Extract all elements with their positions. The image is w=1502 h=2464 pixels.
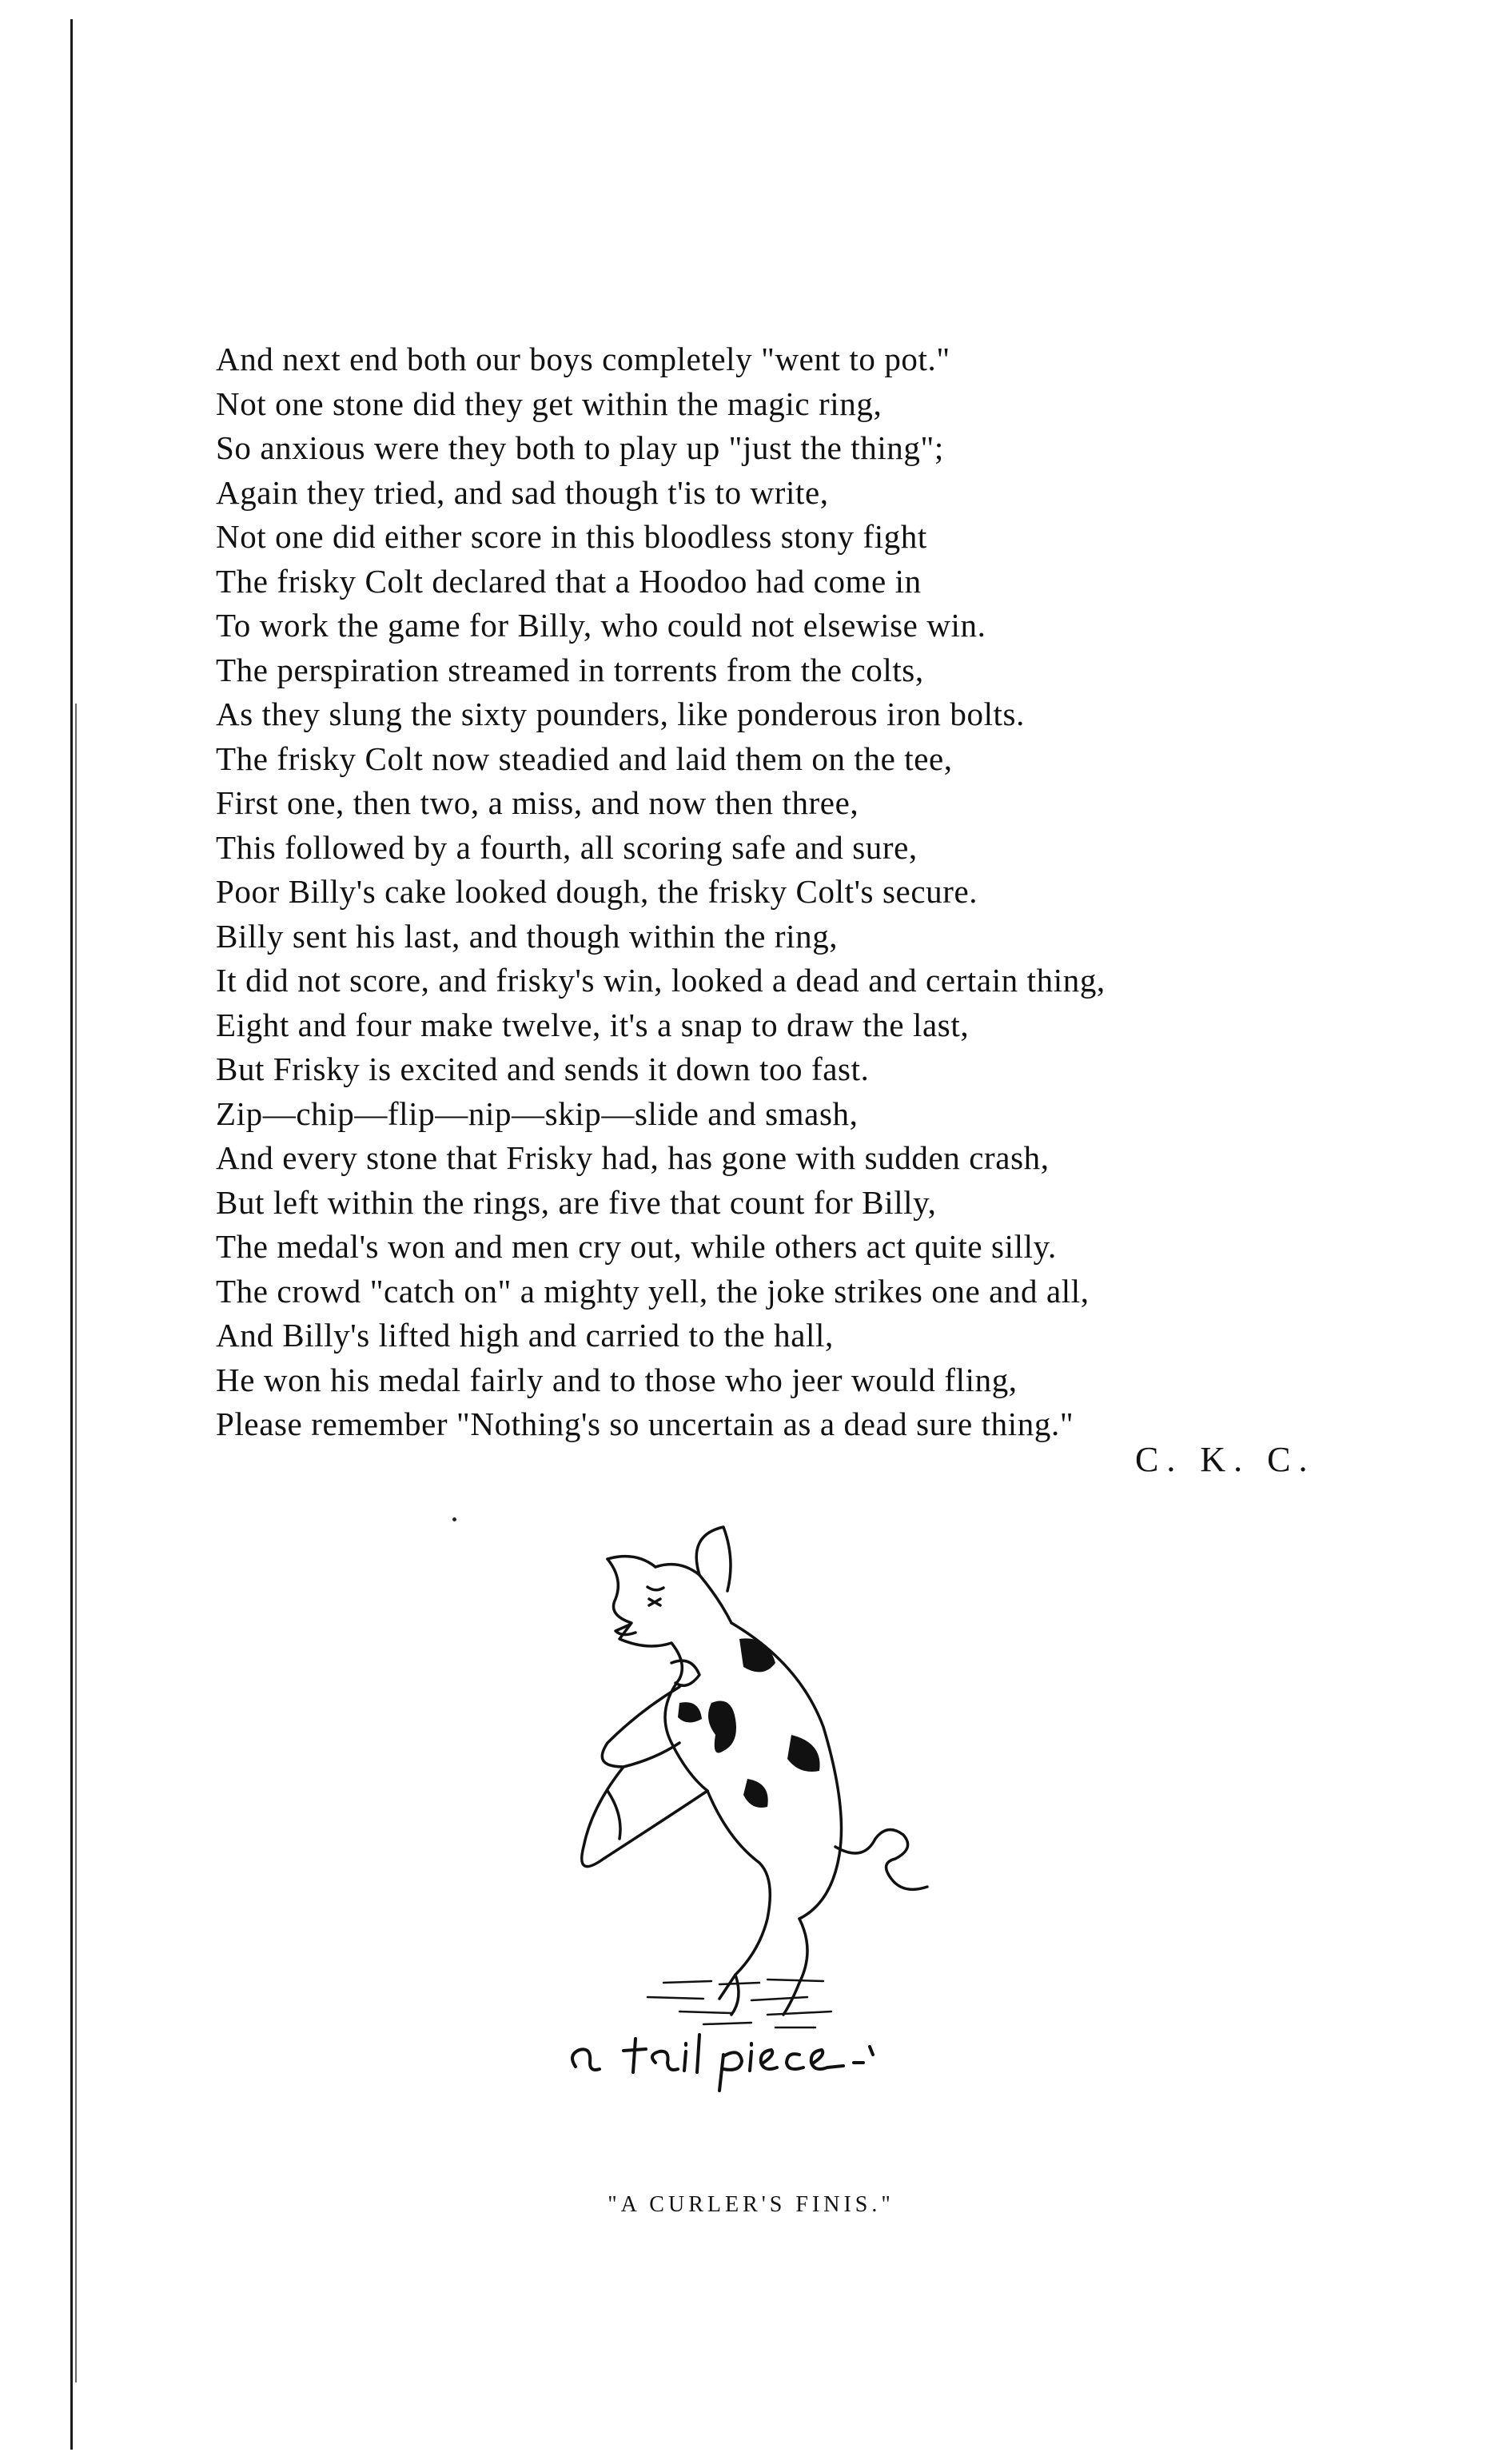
poem-stanza [216, 337, 1351, 1447]
poem-line: He won his medal fairly and to those who jeer would fling, [216, 1361, 1018, 1398]
page-binding-shadow [75, 704, 77, 2382]
page-binding-edge [70, 19, 73, 2450]
poem-line: Zip—chip—flip—nip—skip—slide and smash, [216, 1094, 859, 1132]
poem-line: Again they tried, and sad though t'is to write, [216, 473, 829, 511]
poem-line: The frisky Colt now steadied and laid them on the tee, [216, 740, 953, 777]
poem-line: But Frisky is excited and sends it down too fast. [216, 1051, 870, 1087]
poem-line: Please remember "Nothing's so uncertain as a dead sure thing." [216, 1405, 1074, 1442]
poem-line: Not one did either score in this bloodless stony fight [216, 518, 927, 555]
dancing-pig-icon [560, 1503, 1055, 2095]
poem-line: It did not score, and frisky's win, looked a dead and certain thing, [216, 962, 1106, 999]
poem-line: This followed by a fourth, all scoring safe and sure, [216, 828, 918, 866]
poem-line: As they slung the sixty pounders, like ponderous iron bolts. [216, 696, 1025, 732]
author-signature: C. K. C. [1135, 1440, 1316, 1479]
poem-line: The frisky Colt declared that a Hoodoo had come in [216, 562, 922, 600]
poem-line: So anxious were they both to play up "just the thing"; [216, 429, 944, 466]
poem-line: And Billy's lifted high and carried to the hall, [216, 1317, 834, 1354]
ink-speck [452, 1517, 456, 1521]
poem-line: Not one stone did they get within the magic ring, [216, 385, 882, 422]
poem-line: Billy sent his last, and though within the ring, [216, 917, 839, 955]
poem-line: First one, then two, a miss, and now then three, [216, 784, 859, 821]
poem-line: The perspiration streamed in torrents from the colts, [216, 651, 924, 688]
poem-line: Eight and four make twelve, it's a snap to draw the last, [216, 1006, 970, 1043]
figure-caption: "A CURLER'S FINIS." [608, 2192, 894, 2217]
poem-line: And every stone that Frisky had, has gone with sudden crash, [216, 1139, 1050, 1176]
poem-line: The crowd "catch on" a mighty yell, the joke strikes one and all, [216, 1272, 1090, 1310]
poem-line: Poor Billy's cake looked dough, the frisky Colt's secure. [216, 873, 978, 910]
poem-line: The medal's won and men cry out, while others act quite silly. [216, 1228, 1057, 1265]
poem-line: To work the game for Billy, who could not elsewise win. [216, 607, 986, 644]
poem-line: But left within the rings, are five that count for Billy, [216, 1183, 937, 1221]
poem-line: And next end both our boys completely "went to pot." [216, 341, 950, 377]
